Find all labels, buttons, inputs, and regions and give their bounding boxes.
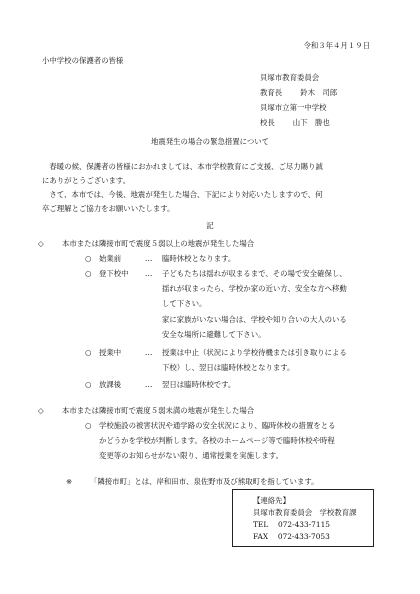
item-text: 臨時休校となります。 (162, 254, 236, 263)
addressee: 小中学校の保護者の皆様 (42, 56, 124, 65)
document-date: 令和３年４月１９日 (303, 41, 370, 50)
item-text: 下校）し、翌日は臨時休校となります。 (162, 363, 295, 372)
item-label: 授業中 (99, 348, 122, 357)
item-mark: ○ (85, 380, 92, 389)
item-text: 学校施設の被害状況や通学路の安全状況により、臨時休校の措置をとる (99, 421, 336, 430)
item-dots: … (145, 348, 153, 357)
sender-block (260, 70, 337, 130)
item-text: 授業は中止（状況により学校待機または引き取りによる (162, 348, 347, 357)
section-heading: 本市または隣接市町で震度５弱未満の地震が発生した場合 (62, 406, 255, 415)
body-line: 春暖の候、保護者の皆様におかれましては、本市学校教育にご支援、ご尽力賜り誠 (42, 162, 323, 171)
item-label: 始業前 (99, 254, 122, 263)
sender-line: 貝塚市立第一中学校 (260, 103, 327, 112)
note-mark: ※ (66, 477, 73, 486)
body-paragraph (42, 160, 380, 216)
item-text: 翌日は臨時休校です。 (162, 380, 236, 389)
contact-fax: FAX 072-433-7053 (253, 532, 330, 541)
body-line: 卒ご理解とご協力をお願いいたします。 (42, 204, 175, 213)
item-text: して下さい。 (162, 299, 207, 308)
item-text: 子どもたちは揺れが収まるまで、その場で安全確保し、 (162, 269, 347, 278)
section-mark: ◇ (38, 406, 44, 415)
section-heading: 本市または隣接市町で震度５弱以上の地震が発生した場合 (62, 239, 255, 248)
item-text: 変更等のお知らせがない限り、通常授業を実施します。 (99, 451, 283, 460)
item-text: 家に家族がいない場合は、学校や知り合いの大人のいる (162, 315, 347, 324)
item-text: 安全な場所に避難して下さい。 (162, 330, 266, 339)
contact-box (232, 489, 374, 547)
item-label: 登下校中 (99, 269, 129, 278)
item-dots: … (145, 269, 153, 278)
ki-heading: 記 (206, 221, 214, 230)
sender-line: 教育長 鈴木 司郎 (260, 88, 338, 97)
note-text: 「隣接市町」とは、岸和田市、泉佐野市及び熊取町を指しています。 (90, 477, 319, 486)
body-line: にありがとうございます。 (42, 176, 131, 185)
item-mark: ○ (85, 254, 92, 263)
item-text: 揺れが収まったら、学校か家の近い方、安全な方へ移動 (162, 284, 347, 293)
item-dots: … (145, 254, 153, 263)
item-mark: ○ (85, 421, 92, 430)
sender-line: 校長 山下 勝也 (260, 118, 330, 127)
item-text: かどうかを学校が判断します。各校のホームページ等で臨時休校や時程 (99, 436, 335, 445)
contact-org: 貝塚市教育委員会 学校教育課 (253, 508, 357, 517)
sender-line: 貝塚市教育委員会 (260, 73, 320, 82)
section-mark: ◇ (38, 239, 44, 248)
item-label: 放課後 (99, 380, 122, 389)
document-title: 地震発生の場合の緊急措置について (150, 137, 270, 146)
item-mark: ○ (85, 348, 92, 357)
body-line: さて、本市では、今後、地震が発生した場合、下記により対応いたしますので、何 (42, 190, 323, 199)
contact-tel: TEL 072-433-7115 (253, 520, 330, 529)
item-dots: … (145, 380, 153, 389)
contact-heading: 【連絡先】 (253, 496, 290, 505)
item-mark: ○ (85, 269, 92, 278)
